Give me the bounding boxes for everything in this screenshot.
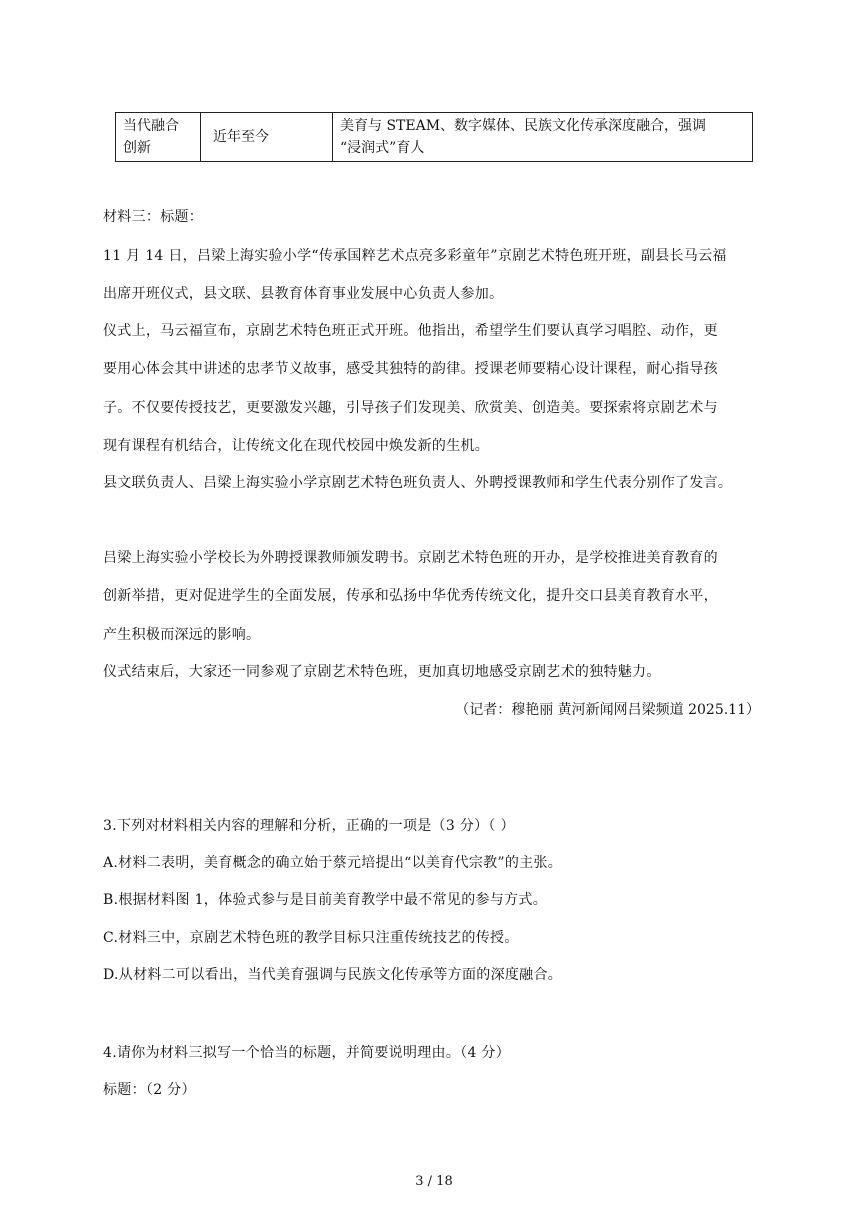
era-table (115, 112, 753, 162)
table-cell-line: “浸润式”育人 (340, 140, 425, 156)
title-answer-label: 标题：（2 分） (103, 1082, 196, 1098)
paragraph-line: 吕梁上海实验小学校长为外聘授课教师颁发聘书。京剧艺术特色班的开办，是学校推进美育教育的 (103, 550, 718, 566)
option-d: D.从材料二可以看出，当代美育强调与民族文化传承等方面的深度融合。 (103, 967, 563, 983)
paragraph-line: 仪式上，马云福宣布，京剧艺术特色班正式开班。他指出，希望学生们要认真学习唱腔、动作，更 (103, 323, 718, 339)
table-cell-line: 美育与 STEAM、数字媒体、民族文化传承深度融合，强调 (340, 118, 707, 134)
table-cell-period (116, 113, 201, 162)
question-3-stem: 3.下列对材料相关内容的理解和分析，正确的一项是（3 分）（ ） (103, 818, 515, 834)
table-row (116, 113, 753, 162)
option-a: A.材料二表明，美育概念的确立始于蔡元培提出“以美育代宗教”的主张。 (103, 855, 563, 871)
paragraph-line: 创新举措，更对促进学生的全面发展，传承和弘扬中华优秀传统文化，提升交口县美育教育水平， (103, 588, 718, 604)
paragraph-line: 县文联负责人、吕梁上海实验小学京剧艺术特色班负责人、外聘授课教师和学生代表分别作了发言。 (103, 475, 733, 491)
paragraph-line: 11 月 14 日，吕梁上海实验小学“传承国粹艺术点亮多彩童年”京剧艺术特色班开班，副县长马云福 (103, 248, 727, 264)
paragraph-line: 仪式结束后，大家还一同参观了京剧艺术特色班，更加真切地感受京剧艺术的独特魅力。 (103, 664, 661, 680)
paragraph-line: 产生积极而深远的影响。 (103, 627, 261, 643)
paragraph-line: 现有课程有机结合，让传统文化在现代校园中焕发新的生机。 (103, 438, 490, 454)
table-cell-line: 当代融合 (123, 118, 179, 134)
paragraph-line: 出席开班仪式，县文联、县教育体育事业发展中心负责人参加。 (103, 286, 504, 302)
option-b: B.根据材料图 1，体验式参与是目前美育教学中最不常见的参与方式。 (103, 892, 547, 908)
paragraph-line: 要用心体会其中讲述的忠孝节义故事，感受其独特的韵律。授课老师要精心设计课程，耐心指导孩 (103, 361, 718, 377)
table-cell-line: 创新 (123, 140, 151, 156)
page-number: 3 / 18 (415, 1174, 453, 1189)
material3-heading: 材料三：标题： (103, 209, 204, 225)
question-4-stem: 4.请你为材料三拟写一个恰当的标题，并简要说明理由。（4 分） (103, 1045, 511, 1061)
paragraph-line: 子。不仅要传授技艺，更要激发兴趣，引导孩子们发现美、欣赏美、创造美。要探索将京剧艺术与 (103, 400, 718, 416)
table-cell-time: 近年至今 (201, 113, 333, 162)
option-c: C.材料三中，京剧艺术特色班的教学目标只注重传统技艺的传授。 (103, 930, 519, 946)
table-cell-features (333, 113, 753, 162)
source-attribution: （记者：穆艳丽 黄河新闻网吕梁频道 2025.11） (455, 702, 760, 718)
